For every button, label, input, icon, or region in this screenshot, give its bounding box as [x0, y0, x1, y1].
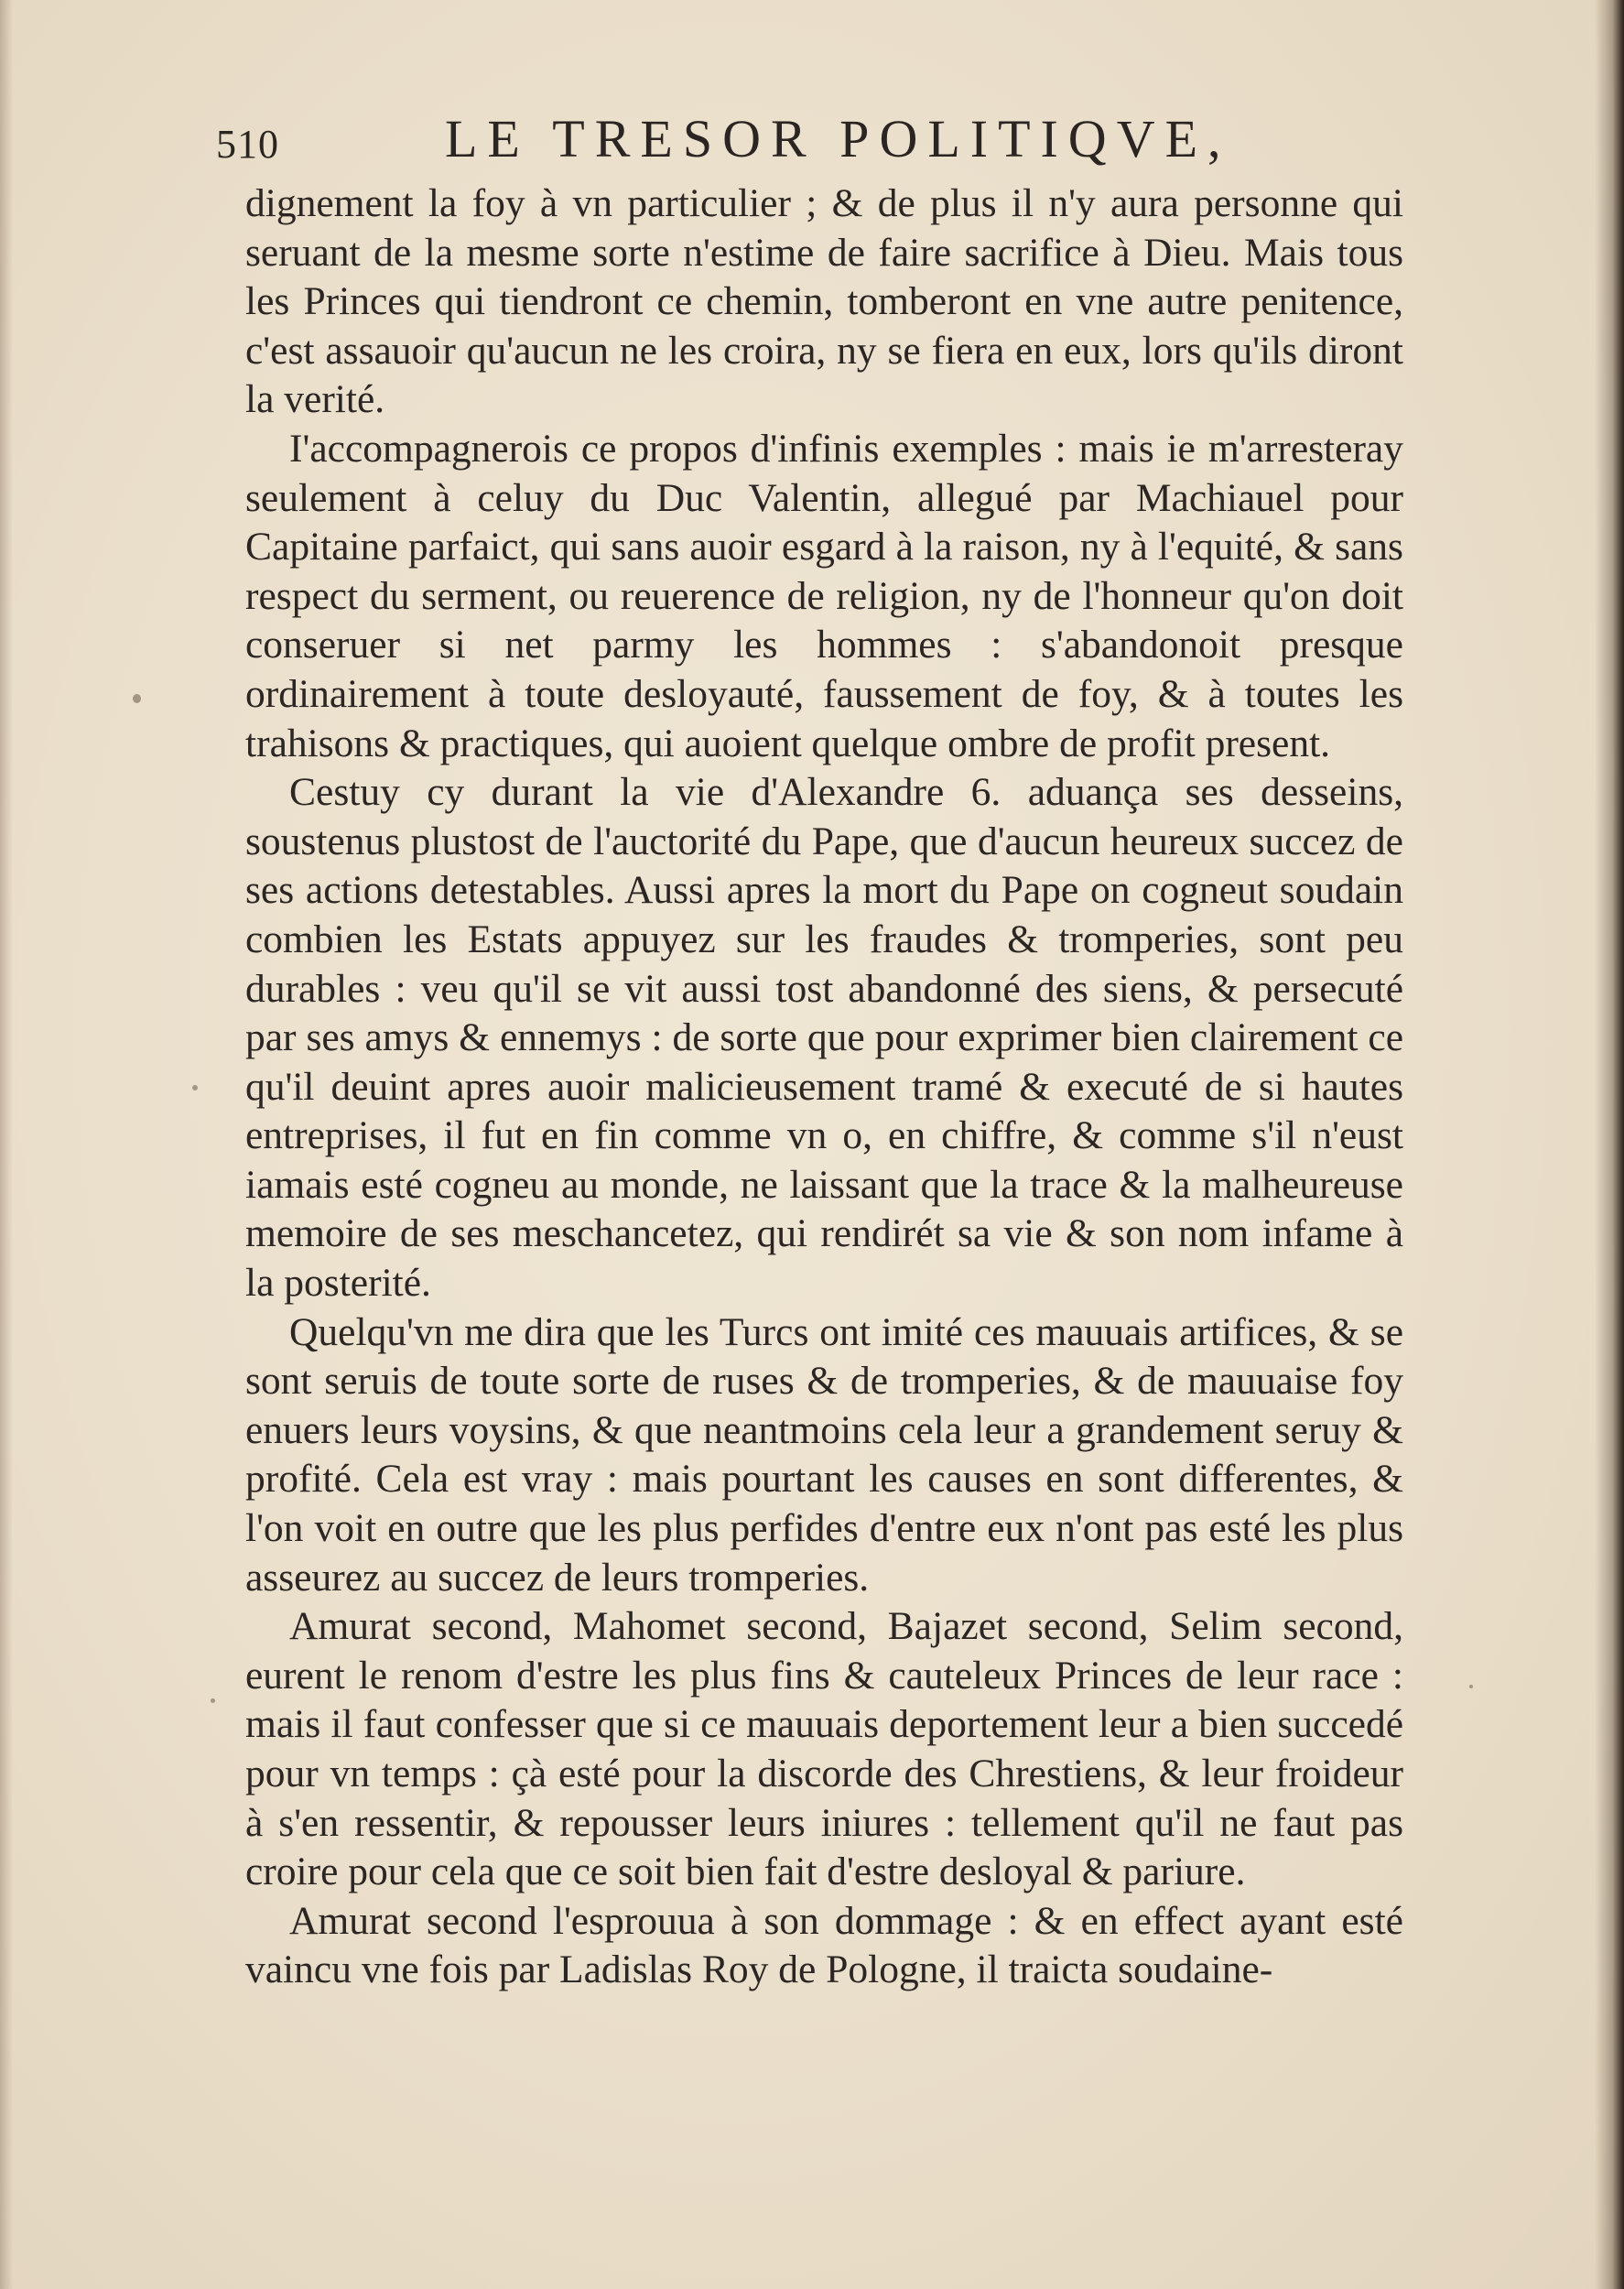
page-edge-shadow	[1595, 0, 1624, 2289]
page-number: 510	[216, 122, 279, 167]
body-text	[245, 179, 1403, 1995]
paragraph: I'accompagnerois ce propos d'infinis exemples : mais ie m'arresteray seulement à celuy du Duc Valentin, allegué par Machiauel pour Capitaine parfaict, qui sans auoir esgard à la raison, ny à l'equité, & sans respect du serment, ou reuerence de religion, ny de l'honneur qu'on doit conseruer si net parmy les hommes : s'abandonoit presque ordinairement à toute desloyauté, faussement de foy, & à toutes les trahisons & practiques, qui auoient quelque ombre de profit present.	[245, 426, 1403, 765]
ink-spot	[1469, 1685, 1473, 1688]
ink-spot	[211, 1698, 215, 1703]
ink-spot	[133, 694, 141, 703]
ink-spot	[192, 1085, 198, 1090]
page-gutter-shadow	[0, 0, 13, 2289]
paragraph: Cestuy cy durant la vie d'Alexandre 6. aduança ses desseins, soustenus plustost de l'auctorité du Pape, que d'aucun heureux succez de ses actions detestables. Aussi apres la mort du Pape on cogneut soudain combien les Estats appuyez sur les fraudes & tromperies, sont peu durables : veu qu'il se vit aussi tost abandonné des siens, & persecuté par ses amys & ennemys : de sorte que pour exprimer bien clairement ce qu'il deuint apres auoir malicieusement tramé & executé de si hautes entreprises, il fut en fin comme vn o, en chiffre, & comme s'il n'eust iamais esté cogneu au monde, ne laissant que la trace & la malheureuse memoire de ses meschancetez, qui rendirét sa vie & son nom infame à la posterité.	[245, 770, 1403, 1306]
paragraph: dignement la foy à vn particulier ; & de plus il n'y aura personne qui seruant de la mesme sorte n'estime de faire sacrifice à Dieu. Mais tous les Princes qui tiendront ce chemin, tomberont en vne autre penitence, c'est assauoir qu'aucun ne les croira, ny se fiera en eux, lors qu'ils diront la verité.	[245, 181, 1403, 422]
running-title: LE TRESOR POLITIQVE,	[445, 109, 1231, 168]
paragraph: Amurat second, Mahomet second, Bajazet second, Selim second, eurent le renom d'estre les plus fins & cauteleux Princes de leur race : mais il faut confesser que si ce mauuais deportement leur a bien succedé pour vn temps : çà esté pour la discorde des Chrestiens, & leur froideur à s'en ressentir, & repousser leurs iniures : tellement qu'il ne faut pas croire pour cela que ce soit bien fait d'estre desloyal & pariure.	[245, 1604, 1403, 1894]
paragraph: Amurat second l'esprouua à son dommage : & en effect ayant esté vaincu vne fois par Ladislas Roy de Pologne, il traicta soudaine-	[245, 1898, 1403, 1992]
paragraph: Quelqu'vn me dira que les Turcs ont imité ces mauuais artifices, & se sont seruis de toute sorte de ruses & de tromperies, & de mauuaise foy enuers leurs voysins, & que neantmoins cela leur a grandement seruy & profité. Cela est vray : mais pourtant les causes en sont differentes, & l'on voit en outre que les plus perfides d'entre eux n'ont pas esté les plus asseurez au succez de leurs tromperies.	[245, 1309, 1403, 1600]
page-header	[216, 106, 1324, 172]
